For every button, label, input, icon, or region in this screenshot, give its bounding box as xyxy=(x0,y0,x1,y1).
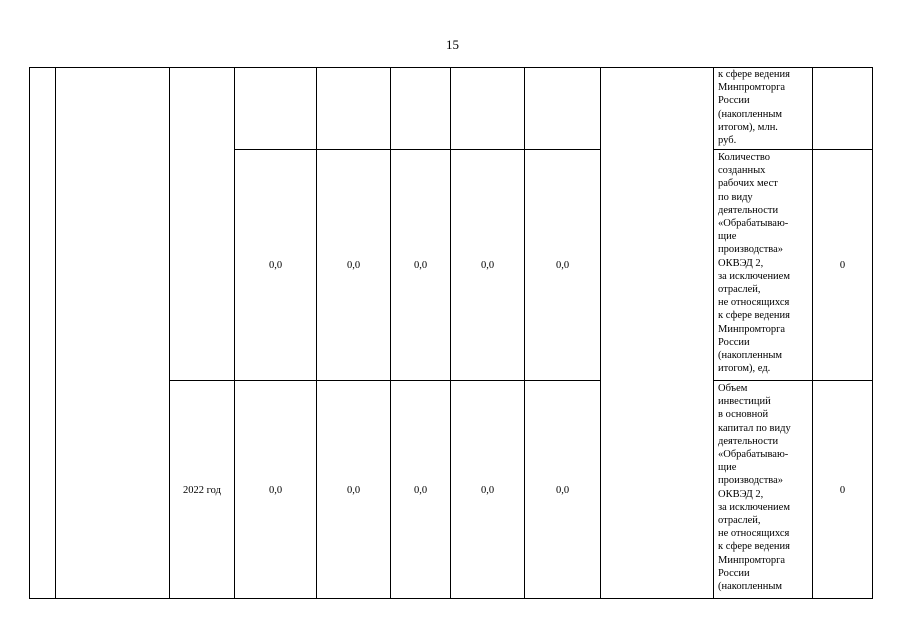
row-divider xyxy=(713,380,873,381)
target-cell: 0 xyxy=(839,485,846,496)
table-border xyxy=(29,67,30,599)
column-divider xyxy=(450,67,451,599)
row-divider xyxy=(169,380,601,381)
column-divider xyxy=(713,67,714,599)
value-cell: 0,0 xyxy=(268,260,283,271)
column-divider xyxy=(812,67,813,599)
column-divider xyxy=(524,67,525,599)
value-cell: 0,0 xyxy=(555,485,570,496)
value-cell: 0,0 xyxy=(413,260,428,271)
row-divider xyxy=(713,149,873,150)
column-divider xyxy=(600,67,601,599)
value-cell: 0,0 xyxy=(555,260,570,271)
value-cell: 0,0 xyxy=(480,260,495,271)
table-border xyxy=(872,67,873,599)
value-cell: 0,0 xyxy=(413,485,428,496)
value-cell: 0,0 xyxy=(346,260,361,271)
column-divider xyxy=(169,67,170,599)
target-cell: 0 xyxy=(839,260,846,271)
column-divider xyxy=(55,67,56,599)
value-cell: 0,0 xyxy=(346,485,361,496)
column-divider xyxy=(316,67,317,599)
column-divider xyxy=(234,67,235,599)
indicator-cell: к сфере ведения Минпромторга России (накопленным итогом), млн. руб. xyxy=(718,69,791,147)
column-divider xyxy=(390,67,391,599)
table-border xyxy=(29,598,873,599)
value-cell: 0,0 xyxy=(268,485,283,496)
indicator-cell: Объем инвестиций в основной капитал по виду деятельности «Обрабатываю- щие производства» ОКВЭД 2, за исключением отраслей, не относящихся к сфере ведения Минпромторга России (накопленным xyxy=(718,383,791,593)
indicator-cell: Количество созданных рабочих мест по виду деятельности «Обрабатываю- щие производства» ОКВЭД 2, за исключением отраслей, не относящихся к сфере ведения Минпромторга России (накопленным итогом), ед. xyxy=(718,152,791,375)
period-cell: 2022 год xyxy=(183,485,221,496)
page-number: 15 xyxy=(446,37,459,52)
value-cell: 0,0 xyxy=(480,485,495,496)
row-divider xyxy=(234,149,601,150)
